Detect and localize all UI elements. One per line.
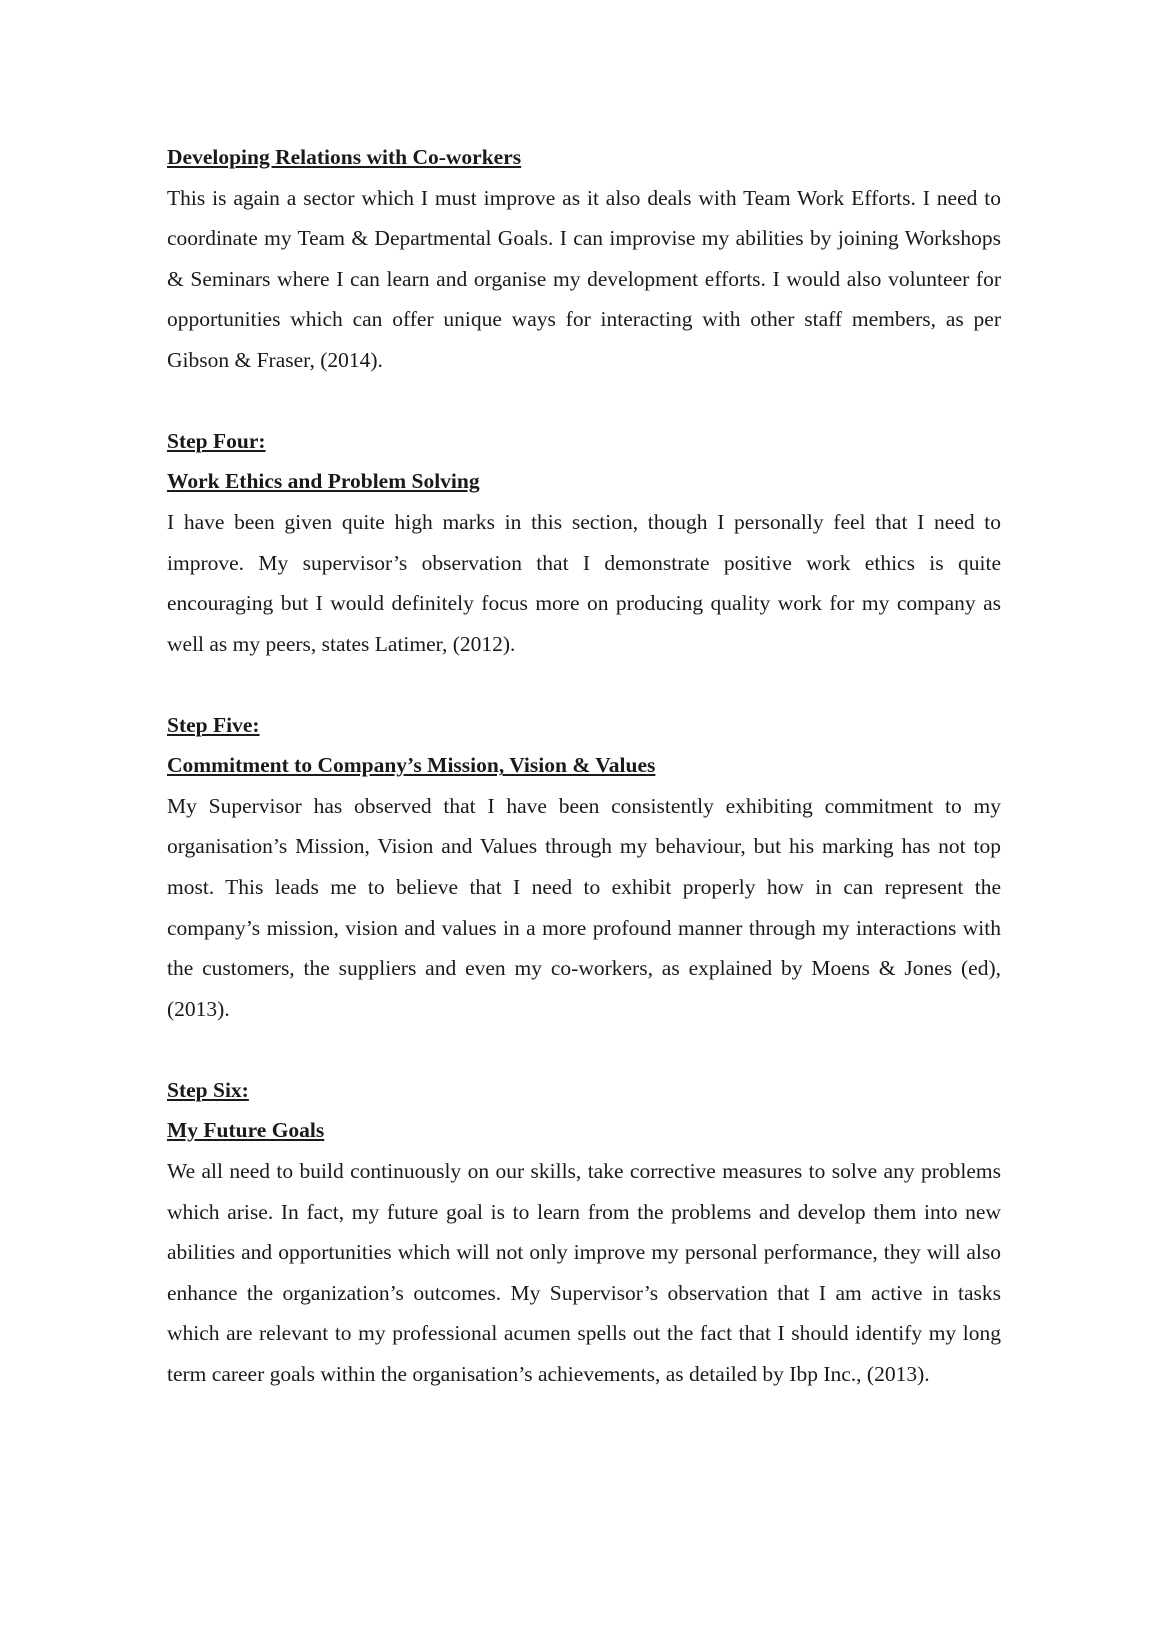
- section-paragraph: This is again a sector which I must improve as it also deals with Team Work Efforts. I need to coordinate my Team & Departmental Goals. I can improvise my abilities by joining Workshops & Seminars where I can learn and organise my development efforts. I would also volunteer for opportunities which can offer unique ways for interacting with other staff members, as per Gibson & Fraser, (2014).: [167, 185, 1001, 372]
- paragraph-spacer: [167, 380, 1001, 421]
- section-heading: My Future Goals: [167, 1118, 325, 1143]
- section-paragraph: My Supervisor has observed that I have been consistently exhibiting commitment to my organisation’s Mission, Vision and Values through my behaviour, but his marking has not top most. This leads me to believe that I need to exhibit properly how in can represent the company’s mission, vision and values in a more profound manner through my interactions with the customers, the suppliers and even my co-workers, as explained by Moens & Jones (ed), (2013).: [167, 793, 1001, 1021]
- section-coworker-relations: [167, 137, 1001, 380]
- section-step-four: [167, 421, 1001, 664]
- section-heading: Commitment to Company’s Mission, Vision & Values: [167, 753, 656, 778]
- section-paragraph: I have been given quite high marks in this section, though I personally feel that I need to improve. My supervisor’s observation that I demonstrate positive work ethics is quite encouraging but I would definitely focus more on producing quality work for my company as well as my peers, states Latimer, (2012).: [167, 509, 1001, 656]
- section-heading: Developing Relations with Co-workers: [167, 145, 522, 169]
- step-label: Step Five:: [167, 712, 260, 737]
- document-page: [167, 137, 1001, 1394]
- section-step-five: [167, 705, 1001, 1030]
- paragraph-spacer: [167, 664, 1001, 705]
- paragraph-spacer: [167, 1029, 1001, 1070]
- step-label: Step Six:: [167, 1077, 249, 1102]
- step-label: Step Four:: [167, 428, 266, 453]
- section-step-six: [167, 1070, 1001, 1395]
- section-paragraph: We all need to build continuously on our skills, take corrective measures to solve any problems which arise. In fact, my future goal is to learn from the problems and develop them into new abilities and opportunities which will not only improve my personal performance, they will also enhance the organization’s outcomes. My Supervisor’s observation that I am active in tasks which are relevant to my professional acumen spells out the fact that I should identify my long term career goals within the organisation’s achievements, as detailed by Ibp Inc., (2013).: [167, 1158, 1001, 1386]
- section-heading: Work Ethics and Problem Solving: [167, 469, 480, 494]
